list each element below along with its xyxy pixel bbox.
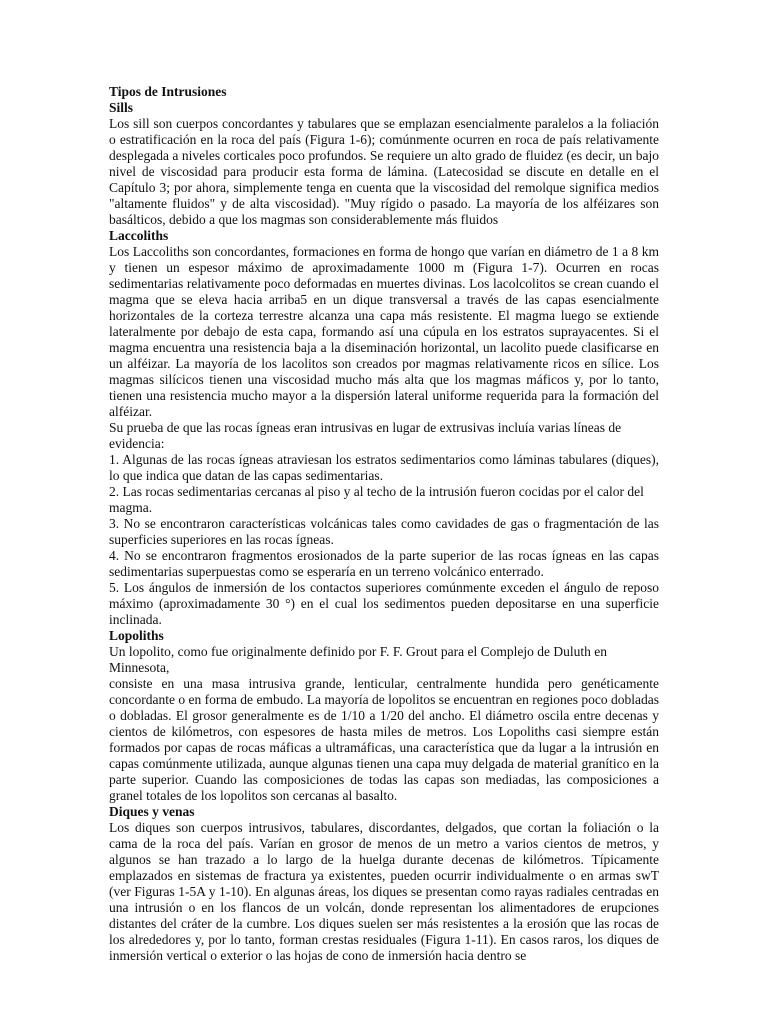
document-blocks xyxy=(109,100,659,964)
document-body xyxy=(109,84,659,964)
document-title: Tipos de Intrusiones xyxy=(109,84,227,99)
section-heading-laccoliths: Laccoliths xyxy=(109,228,169,243)
paragraph: 4. No se encontraron fragmentos erosionados de la parte superior de las rocas ígneas en las capas sedimentarias superpuestas como se esperaría en un terreno volcánico enterrado. xyxy=(109,548,659,579)
section-heading-sills: Sills xyxy=(109,100,134,115)
paragraph: 1. Algunas de las rocas ígneas atraviesan los estratos sedimentarios como láminas tabulares (diques), lo que indica que datan de las capas sedimentarias. xyxy=(109,452,659,483)
section-heading-lopoliths: Lopoliths xyxy=(109,628,164,643)
paragraph: consiste en una masa intrusiva grande, lenticular, centralmente hundida pero genéticamente concordante o en forma de embudo. La mayoría de lopolitos se encuentran en regiones poco dobladas o dobladas. El grosor generalmente es de 1/10 a 1/20 del ancho. El diámetro oscila entre decenas y cientos de kilómetros, con espesores de hasta miles de metros. Los Lopoliths casi siempre están formados por capas de rocas máficas a ultramáficas, una característica que da lugar a la intrusión en capas comúnmente utilizada, aunque algunas tienen una capa muy delgada de material granítico en la parte superior. Cuando las composiciones de todas las capas son mediadas, las composiciones a granel totales de los lopolitos son cercanas al basalto. xyxy=(109,676,659,803)
paragraph: Los diques son cuerpos intrusivos, tabulares, discordantes, delgados, que cortan la foliación o la cama de la roca del país. Varían en grosor de menos de un metro a varios cientos de metros, y algunos se han trazado a lo largo de la huelga durante decenas de kilómetros. Típicamente emplazados en sistemas de fractura ya existentes, pueden ocurrir individualmente o en armas swT (ver Figuras 1-5A y 1-10). En algunas áreas, los diques se presentan como rayas radiales centradas en una intrusión o en los flancos de un volcán, donde representan los alimentadores de erupciones distantes del cráter de la cumbre. Los diques suelen ser más resistentes a la erosión que las rocas de los alrededores y, por lo tanto, forman crestas residuales (Figura 1-11). En casos raros, los diques de inmersión vertical o exterior o las hojas de cono de inmersión hacia dentro se xyxy=(109,820,659,963)
section-heading-diques-y-venas: Diques y venas xyxy=(109,804,195,819)
paragraph: Los Laccoliths son concordantes, formaciones en forma de hongo que varían en diámetro de 1 a 8 km y tienen un espesor máximo de aproximadamente 1000 m (Figura 1-7). Ocurren en rocas sedimentarias relativamente poco deformadas en muertes divinas. Los lacolcolitos se crean cuando el magma que se eleva hacia arriba5 en un dique transversal a través de las capas esencialmente horizontales de la corteza terrestre alcanza una capa más resistente. El magma luego se extiende lateralmente por debajo de esta capa, formando así una cúpula en los estratos suprayacentes. Si el magma encuentra una resistencia baja a la diseminación horizontal, un lacolito puede clasificarse en un alféizar. La mayoría de los lacolitos son creados por magmas relativamente ricos en sílice. Los magmas silícicos tienen una viscosidad mucho más alta que los magmas máficos y, por lo tanto, tienen una resistencia mucho mayor a la dispersión lateral uniforme requerida para la formación del alféizar. xyxy=(109,244,659,419)
paragraph: 2. Las rocas sedimentarias cercanas al piso y al techo de la intrusión fueron cocidas por el calor del magma. xyxy=(109,484,644,515)
paragraph: 5. Los ángulos de inmersión de los contactos superiores comúnmente exceden el ángulo de reposo máximo (aproximadamente 30 °) en el cual los sedimentos pueden depositarse en una superficie inclinada. xyxy=(109,580,659,627)
paragraph: Los sill son cuerpos concordantes y tabulares que se emplazan esencialmente paralelos a la foliación o estratificación en la roca del país (Figura 1-6); comúnmente ocurren en roca de país relativamente desplegada a niveles corticales poco profundos. Se requiere un alto grado de fluidez (es decir, un bajo nivel de viscosidad para producir esta forma de lámina. (Latecosidad se discute en detalle en el Capítulo 3; por ahora, simplemente tenga en cuenta que la viscosidad del remolque significa medios "altamente fluidos" y de alta viscosidad). "Muy rígido o pasado. La mayoría de los alféizares son basálticos, debido a que los magmas son considerablemente más fluidos xyxy=(109,116,659,227)
paragraph: 3. No se encontraron características volcánicas tales como cavidades de gas o fragmentación de las superficies superiores en las rocas ígneas. xyxy=(109,516,659,547)
paragraph: Un lopolito, como fue originalmente definido por F. F. Grout para el Complejo de Duluth en Minnesota, xyxy=(109,644,607,675)
paragraph: Su prueba de que las rocas ígneas eran intrusivas en lugar de extrusivas incluía varias líneas de evidencia: xyxy=(109,420,622,451)
